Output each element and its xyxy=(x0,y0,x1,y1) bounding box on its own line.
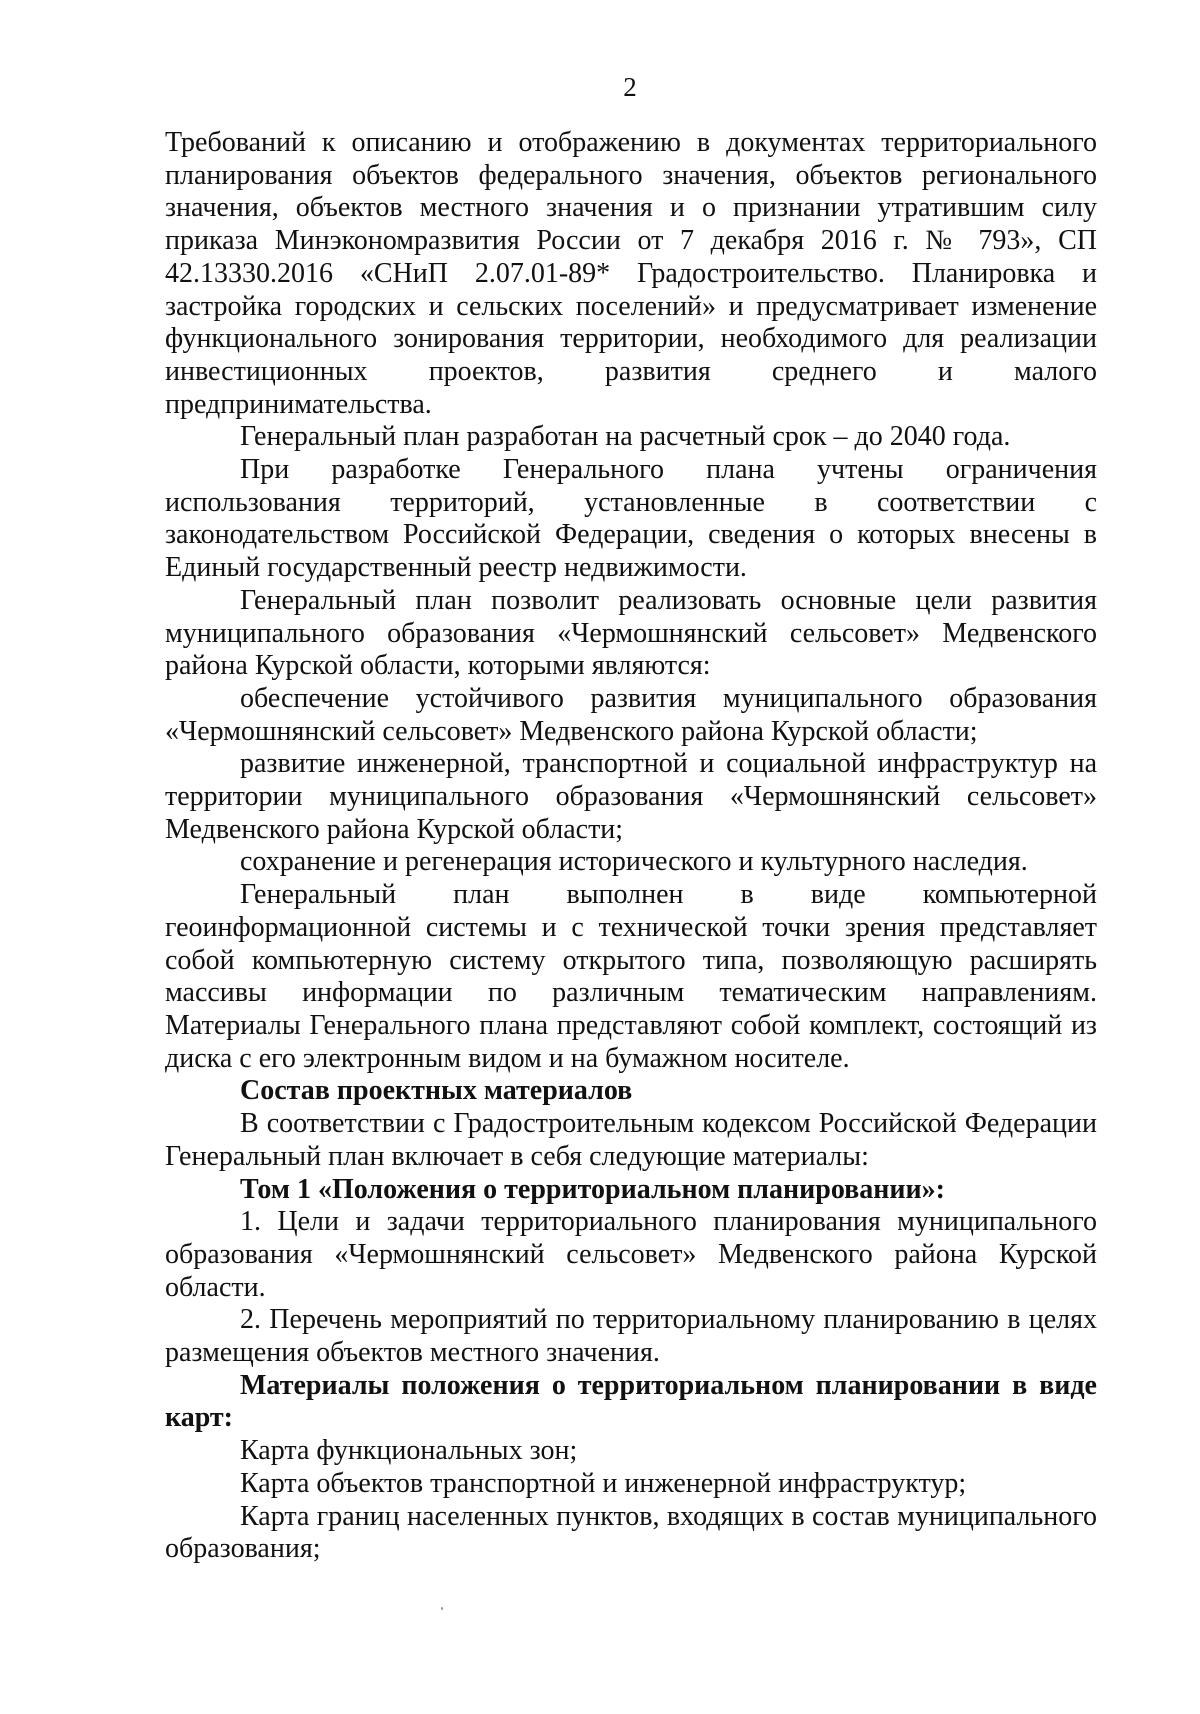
document-body xyxy=(165,127,1097,1566)
scan-dot xyxy=(441,1607,443,1610)
volume-1-heading: Том 1 «Положения о территориальном планировании»: xyxy=(240,1173,945,1205)
map-item-infrastructure: Карта объектов транспортной и инженерной инфраструктур; xyxy=(240,1467,967,1499)
section-heading-project-materials: Состав проектных материалов xyxy=(240,1075,633,1107)
goal-sustainable-development: обеспечение устойчивого развития муниципального образования «Чермошнянский сельсовет» Медвенского района Курской области; xyxy=(165,682,1097,747)
page-number: 2 xyxy=(623,72,637,102)
volume-1-item-2: 2. Перечень мероприятий по территориальному планированию в целях размещения объектов местного значения. xyxy=(165,1304,1097,1369)
map-item-functional-zones: Карта функциональных зон; xyxy=(240,1435,578,1467)
paragraph-gis-format: Генеральный план выполнен в виде компьютерной геоинформационной системы и с технической точки зрения представляет собой компьютерную систему открытого типа, позволяющую расширять массивы информации по различным тематическим направлениям. Материалы Генерального плана представляют собой комплект, состоящий из диска с его электронным видом и на бумажном носителе. xyxy=(165,879,1097,1074)
map-item-settlement-boundaries: Карта границ населенных пунктов, входящих в состав муниципального образования; xyxy=(165,1500,1097,1565)
goal-heritage: сохранение и регенерация исторического и культурного наследия. xyxy=(240,846,1028,878)
paragraph-requirements-continuation: Требований к описанию и отображению в документах территориального планирования объектов федерального значения, объектов регионального значения, объектов местного значения и о признании утратившим силу приказа Минэкономразвития России от 7 декабря 2016 г. № 793», СП 42.13330.2016 «СНиП 2.07.01-89* Градостроительство. Планировка и застройка городских и сельских поселений» и предусматривает изменение функционального зонирования территории, необходимого для реализации инвестиционных проектов, развития среднего и малого предпринимательства. xyxy=(165,127,1097,420)
paragraph-restrictions: При разработке Генерального плана учтены ограничения использования территорий, установленные в соответствии с законодательством Российской Федерации, сведения о которых внесены в Единый государственный реестр недвижимости. xyxy=(165,454,1097,584)
paragraph-design-period: Генеральный план разработан на расчетный срок – до 2040 года. xyxy=(240,421,1011,453)
goal-infrastructure: развитие инженерной, транспортной и социальной инфраструктур на территории муниципального образования «Чермошнянский сельсовет» Медвенского района Курской области; xyxy=(165,748,1097,845)
paragraph-development-goals: Генеральный план позволит реализовать основные цели развития муниципального образования «Чермошнянский сельсовет» Медвенского района Курской области, которыми являются: xyxy=(165,584,1097,682)
volume-1-item-1: 1. Цели и задачи территориального планирования муниципального образования «Чермошнянский сельсовет» Медвенского района Курской области. xyxy=(165,1206,1097,1303)
maps-heading: Материалы положения о территориальном планировании в виде карт: xyxy=(165,1369,1097,1434)
paragraph-code-compliance: В соответствии с Градостроительным кодексом Российской Федерации Генеральный план включает в себя следующие материалы: xyxy=(165,1108,1097,1172)
